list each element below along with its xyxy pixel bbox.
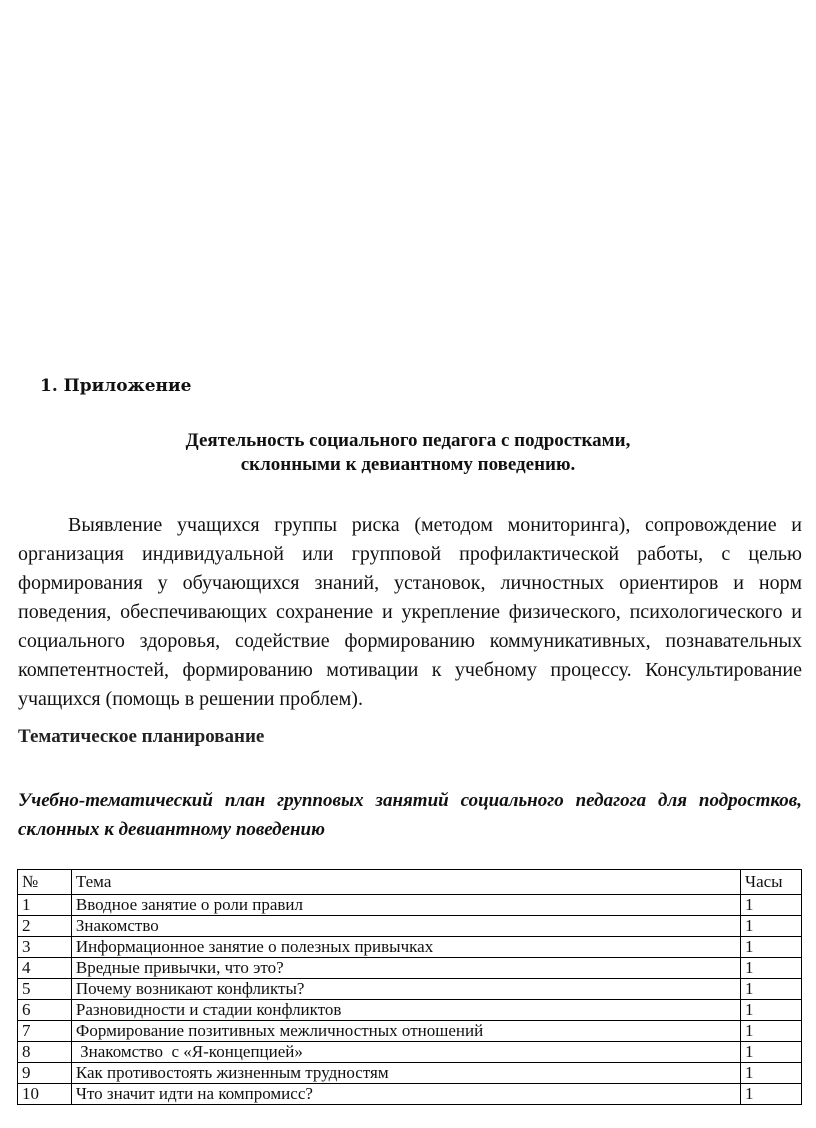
row-number: 8 [18,1042,72,1063]
row-topic: Как противостоять жизненным трудностям [71,1063,740,1084]
section-heading: Тематическое планирование [18,726,265,747]
table-row [18,895,802,916]
plan-table [17,869,802,1105]
header-number: № [18,870,72,895]
row-hours: 1 [741,937,802,958]
row-number: 6 [18,1000,72,1021]
row-number: 4 [18,958,72,979]
row-hours: 1 [741,1042,802,1063]
document-title-line-1: Деятельность социального педагога с подростками, [185,430,631,451]
row-topic: Знакомство [71,916,740,937]
table-row [18,1042,802,1063]
row-number: 7 [18,1021,72,1042]
document-title-line-2: склонными к девиантному поведению. [240,454,576,475]
row-topic: Что значит идти на компромисс? [71,1084,740,1105]
row-topic: Знакомство с «Я-концепцией» [71,1042,740,1063]
header-topic: Тема [71,870,740,895]
appendix-heading: 1. Приложение [40,376,192,396]
row-topic: Почему возникают конфликты? [71,979,740,1000]
table-row [18,1000,802,1021]
table-row [18,1021,802,1042]
row-topic: Информационное занятие о полезных привычках [71,937,740,958]
row-number: 1 [18,895,72,916]
row-hours: 1 [741,916,802,937]
document-title [0,429,816,477]
row-topic: Формирование позитивных межличностных отношений [71,1021,740,1042]
row-hours: 1 [741,1021,802,1042]
table-row [18,937,802,958]
body-paragraph: Выявление учащихся группы риска (методом мониторинга), сопровождение и организация индивидуальной или групповой профилактической работы, с целью формирования у обучающихся знаний, установок, личностных ориентиров и норм поведения, обеспечивающих сохранение и укрепление физического, психологического и социального здоровья, содействие формированию коммуникативных, познавательных компетентностей, формированию мотивации к учебному процессу. Консультирование учащихся (помощь в решении проблем). [18,514,802,710]
row-number: 5 [18,979,72,1000]
row-topic: Вредные привычки, что это? [71,958,740,979]
row-number: 10 [18,1084,72,1105]
table-row [18,979,802,1000]
row-number: 2 [18,916,72,937]
table-row [18,1063,802,1084]
row-hours: 1 [741,1000,802,1021]
table-row [18,958,802,979]
table-row [18,916,802,937]
row-hours: 1 [741,958,802,979]
row-hours: 1 [741,1063,802,1084]
plan-title: Учебно-тематический план групповых занятий социального педагога для подростков, склонных к девиантному поведению [18,790,802,840]
row-number: 3 [18,937,72,958]
row-hours: 1 [741,979,802,1000]
table-header-row [18,870,802,895]
table-row [18,1084,802,1105]
row-topic: Вводное занятие о роли правил [71,895,740,916]
header-hours: Часы [741,870,802,895]
row-topic: Разновидности и стадии конфликтов [71,1000,740,1021]
row-number: 9 [18,1063,72,1084]
row-hours: 1 [741,1084,802,1105]
row-hours: 1 [741,895,802,916]
